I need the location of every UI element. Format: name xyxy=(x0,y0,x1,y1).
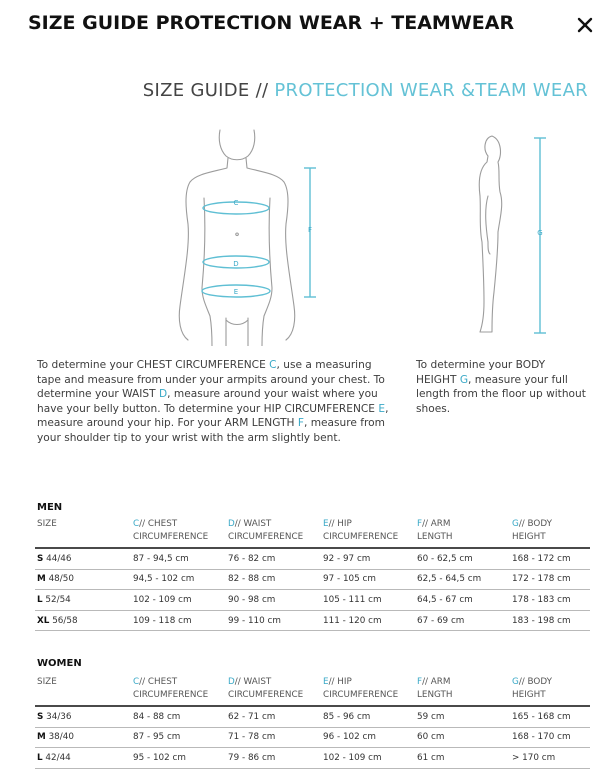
column-header-line1: // ARM xyxy=(422,677,451,687)
waist-cell: 62 - 71 cm xyxy=(226,706,321,727)
column-letter: C xyxy=(133,677,140,687)
hip-cell: 102 - 109 cm xyxy=(321,748,415,769)
men-size-table xyxy=(35,518,590,631)
left-highlight-letter: E xyxy=(378,402,386,415)
waist-cell: 90 - 98 cm xyxy=(226,590,321,611)
height-cell: > 170 cm xyxy=(510,748,590,769)
column-header-line2: LENGTH xyxy=(417,690,453,700)
column-header xyxy=(35,676,131,706)
height-cell: 172 - 178 cm xyxy=(510,569,590,590)
column-header-line2: CIRCUMFERENCE xyxy=(323,690,399,700)
column-header-line1: SIZE xyxy=(37,519,57,529)
table-row xyxy=(35,610,590,631)
label-f: F xyxy=(307,226,313,234)
column-header xyxy=(226,676,321,706)
column-header-line1: // CHEST xyxy=(139,519,178,529)
instructions-right-text xyxy=(416,358,588,416)
waist-cell: 71 - 78 cm xyxy=(226,727,321,748)
heading-prefix: SIZE GUIDE // xyxy=(142,80,269,101)
height-cell: 165 - 168 cm xyxy=(510,706,590,727)
chest-cell: 84 - 88 cm xyxy=(131,706,226,727)
torso-figure xyxy=(160,128,330,346)
left-text-segment: , measure around your hip. For your ARM LENGTH xyxy=(37,402,389,430)
hip-cell: 97 - 105 cm xyxy=(321,569,415,590)
left-text-segment: , measure around your waist where you have your belly button. To determine your HIP CIRCUMFERENCE xyxy=(37,388,379,415)
size-letter: M xyxy=(37,732,46,743)
column-letter: G xyxy=(512,677,519,687)
table-row xyxy=(35,590,590,611)
size-cell xyxy=(35,569,131,590)
table-row xyxy=(35,569,590,590)
column-header xyxy=(131,518,226,548)
column-header xyxy=(35,518,131,548)
instructions-left-text xyxy=(37,358,397,446)
waist-cell: 99 - 110 cm xyxy=(226,610,321,631)
column-header-line2: CIRCUMFERENCE xyxy=(133,532,209,542)
column-header xyxy=(510,676,590,706)
size-guide-heading xyxy=(143,80,588,101)
size-cell xyxy=(35,590,131,611)
waist-cell: 82 - 88 cm xyxy=(226,569,321,590)
chest-cell: 94,5 - 102 cm xyxy=(131,569,226,590)
right-highlight-letter: G xyxy=(459,373,469,386)
waist-cell: 76 - 82 cm xyxy=(226,548,321,569)
measurement-instructions xyxy=(37,358,397,446)
column-header xyxy=(226,518,321,548)
size-letter: M xyxy=(37,574,46,585)
column-header-line2: CIRCUMFERENCE xyxy=(228,532,304,542)
height-cell: 168 - 172 cm xyxy=(510,548,590,569)
left-text-segment: , measure from your shoulder tip to your wrist with the arm slightly bent. xyxy=(37,417,385,444)
arm-cell: 62,5 - 64,5 cm xyxy=(415,569,510,590)
size-numbers: 44/46 xyxy=(46,553,72,564)
head-outline xyxy=(219,130,255,160)
chest-cell: 95 - 102 cm xyxy=(131,748,226,769)
arm-cell: 59 cm xyxy=(415,706,510,727)
right-text-segment: To determine your BODY HEIGHT xyxy=(416,359,546,386)
men-section-title: MEN xyxy=(37,502,63,513)
column-header-line2: HEIGHT xyxy=(512,532,546,542)
size-letter: L xyxy=(37,594,43,605)
chest-cell: 109 - 118 cm xyxy=(131,610,226,631)
body-outline xyxy=(479,136,501,332)
torso-outline xyxy=(179,158,294,346)
column-header-line2: CIRCUMFERENCE xyxy=(323,532,399,542)
column-letter: D xyxy=(228,677,235,687)
size-cell xyxy=(35,548,131,569)
size-numbers: 48/50 xyxy=(48,574,74,585)
hip-cell: 105 - 111 cm xyxy=(321,590,415,611)
height-cell: 183 - 198 cm xyxy=(510,610,590,631)
label-g: G xyxy=(537,229,543,237)
size-letter: S xyxy=(37,711,44,722)
size-cell xyxy=(35,610,131,631)
table-row xyxy=(35,748,590,769)
column-header xyxy=(415,518,510,548)
column-letter: G xyxy=(512,519,519,529)
column-header xyxy=(510,518,590,548)
left-highlight-letter: C xyxy=(269,359,277,371)
waist-cell: 79 - 86 cm xyxy=(226,748,321,769)
right-text-segment: , measure your full length from the floor up without shoes. xyxy=(416,373,586,415)
arm-cell: 60 - 62,5 cm xyxy=(415,548,510,569)
column-letter: E xyxy=(323,677,329,687)
chest-cell: 102 - 109 cm xyxy=(131,590,226,611)
hip-cell: 111 - 120 cm xyxy=(321,610,415,631)
modal-title: SIZE GUIDE PROTECTION WEAR + TEAMWEAR xyxy=(28,12,515,34)
heading-accent: PROTECTION WEAR &TEAM WEAR xyxy=(274,80,588,101)
size-letter: XL xyxy=(37,615,50,626)
arm-cell: 60 cm xyxy=(415,727,510,748)
column-letter: E xyxy=(323,519,329,529)
hip-cell: 96 - 102 cm xyxy=(321,727,415,748)
label-c: C xyxy=(233,199,239,207)
column-header-line1: // CHEST xyxy=(139,677,178,687)
column-header xyxy=(131,676,226,706)
size-numbers: 38/40 xyxy=(48,732,74,743)
size-cell xyxy=(35,748,131,769)
column-header-line1: SIZE xyxy=(37,677,57,687)
table-row xyxy=(35,548,590,569)
table-row xyxy=(35,727,590,748)
arm-cell: 64,5 - 67 cm xyxy=(415,590,510,611)
column-header-line1: // WAIST xyxy=(234,677,272,687)
table-row xyxy=(35,706,590,727)
column-header-line1: // BODY xyxy=(518,519,553,529)
full-body-figure xyxy=(466,132,556,338)
column-letter: C xyxy=(133,519,140,529)
size-numbers: 42/44 xyxy=(45,752,71,763)
label-e: E xyxy=(233,288,239,296)
height-cell: 178 - 183 cm xyxy=(510,590,590,611)
chest-cell: 87 - 94,5 cm xyxy=(131,548,226,569)
label-d: D xyxy=(233,260,239,268)
column-header-line1: // HIP xyxy=(328,519,352,529)
column-header xyxy=(321,518,415,548)
left-highlight-letter: F xyxy=(297,417,304,430)
column-header-line2: CIRCUMFERENCE xyxy=(228,690,304,700)
height-cell: 168 - 170 cm xyxy=(510,727,590,748)
column-letter: F xyxy=(417,519,423,529)
left-highlight-letter: D xyxy=(158,388,168,401)
size-numbers: 56/58 xyxy=(52,615,78,626)
women-section-title: WOMEN xyxy=(37,658,82,669)
arm-cell: 61 cm xyxy=(415,748,510,769)
left-text-segment: , use a measuring tape and measure from under your armpits around your chest. To determine your WAIST xyxy=(37,359,385,401)
size-cell xyxy=(35,727,131,748)
hip-cell: 85 - 96 cm xyxy=(321,706,415,727)
arm-cell: 67 - 69 cm xyxy=(415,610,510,631)
chest-cell: 87 - 95 cm xyxy=(131,727,226,748)
column-header-line2: LENGTH xyxy=(417,532,453,542)
column-header xyxy=(321,676,415,706)
column-header xyxy=(415,676,510,706)
size-numbers: 34/36 xyxy=(46,711,72,722)
column-header-line1: // HIP xyxy=(328,677,352,687)
column-header-line1: // ARM xyxy=(422,519,451,529)
column-header-line2: CIRCUMFERENCE xyxy=(133,690,209,700)
column-letter: D xyxy=(228,519,235,529)
hip-cell: 92 - 97 cm xyxy=(321,548,415,569)
size-numbers: 52/54 xyxy=(45,594,71,605)
height-instructions xyxy=(416,358,588,416)
size-letter: S xyxy=(37,553,44,564)
size-letter: L xyxy=(37,752,43,763)
column-header-line2: HEIGHT xyxy=(512,690,546,700)
column-header-line1: // BODY xyxy=(518,677,553,687)
size-cell xyxy=(35,706,131,727)
close-button[interactable] xyxy=(572,12,598,38)
women-size-table xyxy=(35,676,590,769)
left-text-segment: To determine your CHEST CIRCUMFERENCE xyxy=(37,359,270,371)
column-header-line1: // WAIST xyxy=(234,519,272,529)
column-letter: F xyxy=(417,677,423,687)
close-icon xyxy=(572,12,598,38)
